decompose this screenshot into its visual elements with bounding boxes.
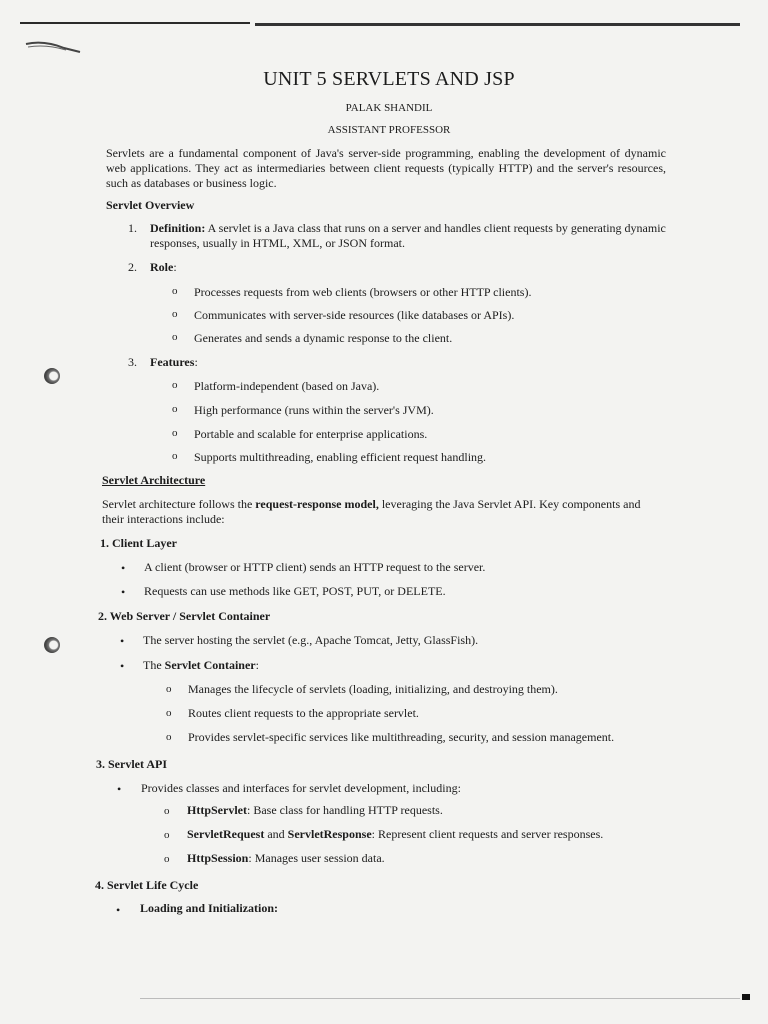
sub-item: Manages the lifecycle of servlets (loading, initializing, and destroying them). bbox=[188, 682, 558, 696]
bullet-item: Provides classes and interfaces for servlet development, including: bbox=[141, 781, 461, 795]
sub-item: Processes requests from web clients (browsers or other HTTP clients). bbox=[194, 285, 532, 299]
bullet-icon: • bbox=[117, 782, 122, 796]
scan-top-edge bbox=[20, 22, 250, 24]
bullet-icon: • bbox=[121, 585, 126, 599]
scan-top-edge-right bbox=[255, 23, 740, 26]
text-span: : Base class for handling HTTP requests. bbox=[246, 803, 443, 817]
section-heading: Servlet Architecture bbox=[102, 473, 206, 487]
list-item bbox=[150, 221, 668, 251]
circle-bullet-icon: o bbox=[166, 683, 172, 695]
sub-item: Communicates with server-side resources (like databases or APIs). bbox=[194, 308, 515, 322]
item-label: Role bbox=[150, 260, 174, 274]
item-label: Definition: bbox=[150, 221, 206, 235]
list-item bbox=[150, 355, 198, 370]
text-span: The bbox=[143, 658, 165, 672]
circle-bullet-icon: o bbox=[172, 450, 178, 462]
author-role: ASSISTANT PROFESSOR bbox=[327, 124, 451, 136]
text-span: : Represent client requests and server responses. bbox=[371, 827, 604, 841]
bullet-icon: • bbox=[120, 659, 125, 673]
corner-mark bbox=[742, 994, 750, 1000]
circle-bullet-icon: o bbox=[172, 379, 178, 391]
circle-bullet-icon: o bbox=[172, 331, 178, 343]
bold-span: HttpSession bbox=[187, 851, 249, 865]
text-span: : bbox=[255, 658, 259, 672]
item-text: : bbox=[194, 355, 198, 369]
bullet-icon: • bbox=[120, 634, 125, 648]
bullet-item: A client (browser or HTTP client) sends an HTTP request to the server. bbox=[144, 560, 486, 574]
bullet-item bbox=[143, 658, 259, 673]
subsection-heading: 4. Servlet Life Cycle bbox=[95, 878, 199, 892]
subsection-heading: 3. Servlet API bbox=[96, 757, 167, 771]
author-name: PALAK SHANDIL bbox=[345, 102, 433, 114]
sub-item bbox=[187, 803, 443, 818]
sub-item bbox=[187, 851, 385, 866]
circle-bullet-icon: o bbox=[172, 427, 178, 439]
bold-span: ServletRequest bbox=[187, 827, 265, 841]
text-span: : Manages user session data. bbox=[248, 851, 385, 865]
staple-mark bbox=[24, 38, 84, 58]
circle-bullet-icon: o bbox=[164, 805, 170, 817]
circle-bullet-icon: o bbox=[172, 308, 178, 320]
sub-item: Generates and sends a dynamic response to the client. bbox=[194, 331, 453, 345]
circle-bullet-icon: o bbox=[164, 853, 170, 865]
bullet-item: The server hosting the servlet (e.g., Apache Tomcat, Jetty, GlassFish). bbox=[143, 633, 479, 647]
circle-bullet-icon: o bbox=[172, 285, 178, 297]
circle-bullet-icon: o bbox=[172, 403, 178, 415]
list-number: 3. bbox=[128, 355, 137, 369]
item-text: A servlet is a Java class that runs on a server and handles client requests by generating dynamic responses, usually in HTML, XML, or JSON format. bbox=[150, 221, 666, 250]
circle-bullet-icon: o bbox=[166, 707, 172, 719]
item-text: : bbox=[173, 260, 177, 274]
architecture-intro bbox=[102, 497, 640, 512]
section-heading: Servlet Overview bbox=[106, 198, 195, 212]
sub-item: Portable and scalable for enterprise applications. bbox=[194, 427, 428, 441]
text-span: and bbox=[264, 827, 288, 841]
circle-bullet-icon: o bbox=[164, 829, 170, 841]
sub-item: Provides servlet-specific services like multithreading, security, and session management. bbox=[188, 730, 615, 744]
sub-item: Routes client requests to the appropriate servlet. bbox=[188, 706, 419, 720]
text-span: Servlet architecture follows the bbox=[102, 497, 256, 511]
subsection-heading: 2. Web Server / Servlet Container bbox=[98, 609, 271, 623]
bullet-item: Requests can use methods like GET, POST, PUT, or DELETE. bbox=[144, 584, 446, 598]
list-number: 1. bbox=[128, 221, 137, 235]
punch-hole-icon bbox=[44, 368, 60, 384]
architecture-intro-cont: their interactions include: bbox=[102, 512, 225, 526]
bold-span: Servlet Container bbox=[164, 658, 256, 672]
punch-hole-icon bbox=[44, 637, 60, 653]
bold-span: ServletResponse bbox=[287, 827, 372, 841]
item-label: Features bbox=[150, 355, 195, 369]
bold-span: request-response model, bbox=[255, 497, 379, 511]
intro-paragraph: Servlets are a fundamental component of Java's server-side programming, enabling the development of dynamic web applications. They act as intermediaries between client requests (typically HTTP) and the server's resources, such as databases or business logic. bbox=[106, 146, 666, 190]
sub-item bbox=[187, 827, 603, 842]
text-span: leveraging the Java Servlet API. Key components and bbox=[378, 497, 641, 511]
scan-bottom-edge bbox=[140, 998, 740, 999]
sub-item: High performance (runs within the server's JVM). bbox=[194, 403, 434, 417]
list-number: 2. bbox=[128, 260, 137, 274]
bullet-icon: • bbox=[116, 903, 121, 917]
sub-item: Platform-independent (based on Java). bbox=[194, 379, 380, 393]
bullet-icon: • bbox=[121, 561, 126, 575]
bold-span: HttpServlet bbox=[187, 803, 247, 817]
sub-item: Supports multithreading, enabling efficient request handling. bbox=[194, 450, 487, 464]
page-title: UNIT 5 SERVLETS AND JSP bbox=[263, 68, 515, 90]
bullet-item: Loading and Initialization: bbox=[140, 901, 279, 915]
subsection-heading: 1. Client Layer bbox=[100, 536, 177, 550]
circle-bullet-icon: o bbox=[166, 731, 172, 743]
list-item bbox=[150, 260, 177, 275]
